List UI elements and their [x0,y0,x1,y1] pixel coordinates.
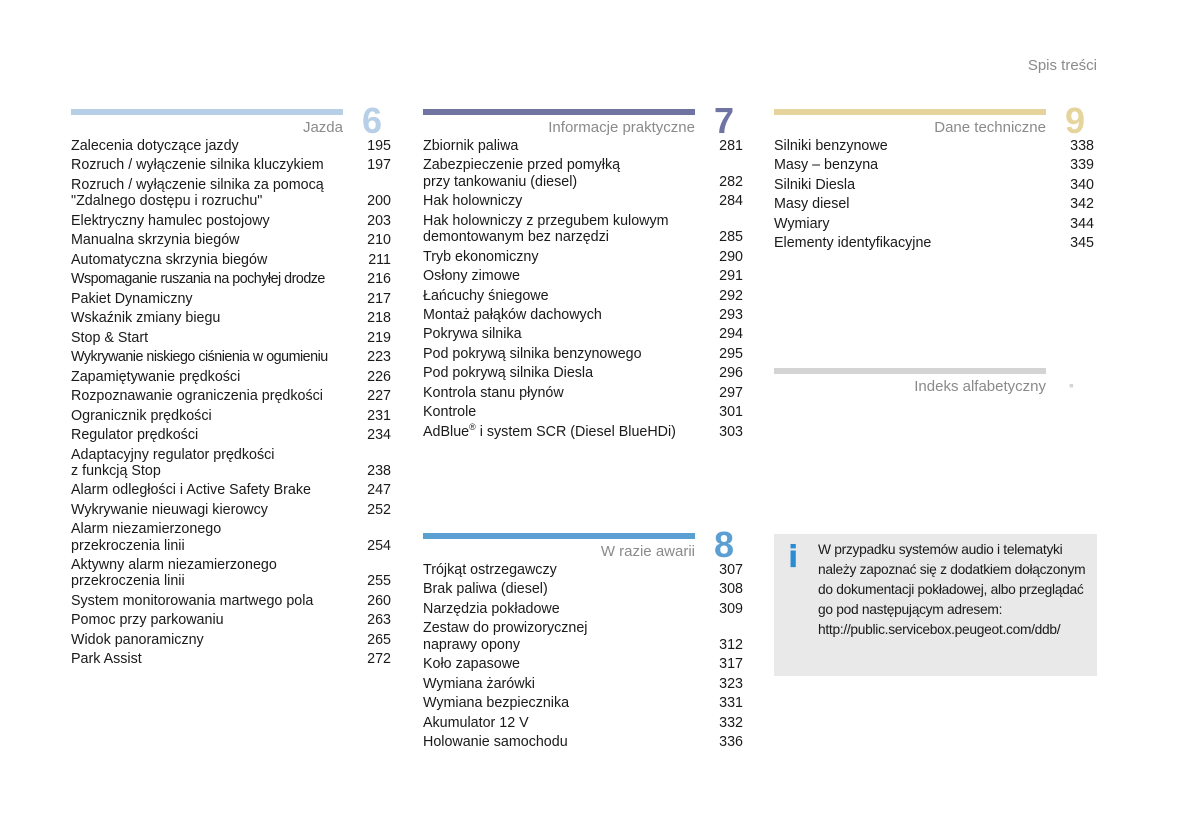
section-number: 8 [714,524,735,565]
toc-entry-title: Wspomaganie ruszania na pochyłej drodze [71,271,325,288]
toc-entry-title: Pomoc przy parkowaniu [71,612,224,629]
toc-entry[interactable] [71,177,391,210]
toc-entry[interactable] [71,138,391,154]
toc-entry-title: Wykrywanie niskiego ciśnienia w ogumieniu [71,349,328,366]
toc-entry-title: Narzędzia pokładowe [423,600,560,617]
section-number: 7 [714,100,735,141]
section-dane [774,100,1094,252]
toc-entry-page: 272 [367,651,391,668]
toc-entry-page: 336 [719,734,743,751]
toc-entry-page: 340 [1070,176,1094,193]
toc-entry-title: Pokrywa silnika [423,326,522,343]
toc-entry-page: 323 [719,675,743,692]
section-number: 6 [362,100,383,141]
section-indeks [774,368,1094,395]
toc-entry[interactable] [71,593,391,609]
toc-entry-page: 219 [367,329,391,346]
toc-entry[interactable] [423,601,743,617]
toc-entry-page: 255 [367,573,391,590]
toc-entry-title: Tryb ekonomiczny [423,248,539,265]
toc-entry-title: Koło zapasowe [423,656,520,673]
toc-entry[interactable] [71,557,391,590]
toc-entry[interactable] [71,427,391,443]
toc-entry-page: 295 [719,345,743,362]
toc-entry-page: 234 [367,427,391,444]
toc-entry-title: Adaptacyjny regulator prędkości z funkcją Stop [71,446,275,479]
toc-entry-page: 223 [367,349,391,366]
toc-entry-page: 290 [719,248,743,265]
toc-entry-title: Akumulator 12 V [423,714,529,731]
toc-entry-title: Zapamiętywanie prędkości [71,368,241,385]
toc-entry-page: 317 [719,656,743,673]
toc-entry[interactable] [71,447,391,480]
toc-entry-page: 281 [719,138,743,154]
toc-entry-title: Trójkąt ostrzegawczy [423,562,557,578]
toc-entry[interactable] [71,291,391,307]
toc-entry-page: 238 [367,462,391,479]
toc-entry-page: 203 [367,212,391,229]
toc-entry-title: Zalecenia dotyczące jazdy [71,138,239,154]
toc-entry-page: 332 [719,714,743,731]
toc-entry[interactable] [423,288,743,304]
toc-entry-page: 331 [719,695,743,712]
section-bar [774,368,1046,374]
section-title: W razie awarii [600,543,695,560]
toc-entry-page: 342 [1070,196,1094,213]
toc-entry[interactable] [423,385,743,401]
info-text: W przypadku systemów audio i telematyki należy zapoznać się z dodatkiem dołączonym do dokumentacji pokładowej, albo przeglądać go pod następującym adresem: http://public.servicebox.peugeot.com/ddb/ [818,542,1086,637]
toc-entry-title: System monitorowania martwego pola [71,592,314,609]
toc-entry-title: Regulator prędkości [71,427,199,444]
toc-entry[interactable] [71,388,391,404]
section-marker: ▪ [1069,377,1074,393]
toc-entry-page: 200 [367,193,391,210]
toc-entry-title: Montaż pałąków dachowych [423,306,602,323]
toc-entry-title: Stop & Start [71,329,149,346]
toc-entry-page: 294 [719,326,743,343]
toc-entry-page: 260 [367,592,391,609]
section-title: Indeks alfabetyczny [914,378,1046,395]
toc-entry[interactable] [423,676,743,692]
toc-entry-title-part: AdBlue [423,423,470,440]
toc-entry[interactable] [774,138,1094,154]
toc-entry[interactable] [423,620,743,653]
toc-entry-title: Rozruch / wyłączenie silnika za pomocą "Zdalnego dostępu i rozruchu" [71,176,324,210]
section-bar [423,109,695,115]
toc-entry-title [423,424,676,440]
toc-entry[interactable] [423,656,743,672]
toc-entry-page: 296 [719,365,743,382]
toc-entry-title: Wymiary [774,215,830,232]
entry-list [774,138,1094,255]
toc-entry[interactable] [423,581,743,597]
toc-entry[interactable] [423,307,743,323]
toc-entry-page: 297 [719,384,743,401]
toc-entry-page: 344 [1070,215,1094,232]
toc-entry[interactable] [423,268,743,284]
toc-entry-page: 197 [367,157,391,174]
toc-entry-page: 247 [367,482,391,499]
toc-entry-title: Widok panoramiczny [71,631,204,648]
info-box [774,534,1097,676]
toc-entry-page: 231 [367,407,391,424]
section-jazda [71,100,391,668]
toc-entry-title: Brak paliwa (diesel) [423,581,548,598]
toc-entry-title: Elementy identyfikacyjne [774,235,932,252]
toc-entry[interactable] [71,521,391,554]
section-awarii [423,524,743,751]
section-bar [774,109,1046,115]
toc-entry[interactable] [423,715,743,731]
toc-entry-page: 309 [719,600,743,617]
section-bar [71,109,343,115]
toc-entry-title: Kontrole [423,404,477,421]
toc-entry-page: 217 [367,290,391,307]
toc-entry[interactable] [423,365,743,381]
toc-entry-title: Silniki Diesla [774,176,856,193]
toc-entry[interactable] [774,235,1094,251]
toc-entry[interactable] [423,404,743,420]
toc-entry[interactable] [71,502,391,518]
entry-list [423,562,743,754]
toc-entry[interactable] [71,213,391,229]
toc-entry[interactable] [71,271,391,287]
toc-entry[interactable] [71,349,391,365]
toc-entry[interactable] [423,734,743,750]
toc-entry-title: Manualna skrzynia biegów [71,232,240,249]
toc-entry-page: 211 [368,251,391,268]
toc-entry-page: 291 [719,268,743,285]
toc-entry-page: 308 [719,581,743,598]
toc-entry-page: 210 [367,232,391,249]
toc-entry-page: 303 [719,423,743,440]
toc-entry[interactable] [423,213,743,246]
toc-entry-page: 265 [367,631,391,648]
toc-entry-title: Holowanie samochodu [423,734,568,751]
toc-entry-title: Automatyczna skrzynia biegów [71,251,268,268]
toc-entry-title-part: i system SCR (Diesel BlueHDi) [475,423,676,440]
toc-entry[interactable] [774,196,1094,212]
registered-mark: ® [469,422,476,433]
toc-entry-title: Wymiana bezpiecznika [423,695,570,712]
section-title: Dane techniczne [934,119,1046,136]
toc-entry[interactable] [71,369,391,385]
toc-entry-title: Pakiet Dynamiczny [71,290,193,307]
toc-entry-title: Wskaźnik zmiany biegu [71,310,221,327]
toc-entry-title: Rozpoznawanie ograniczenia prędkości [71,388,323,405]
entry-list [71,138,391,671]
toc-entry-title: Kontrola stanu płynów [423,384,564,401]
toc-entry[interactable] [774,216,1094,232]
toc-entry[interactable] [71,632,391,648]
section-title: Informacje praktyczne [548,119,695,136]
toc-entry-title: Elektryczny hamulec postojowy [71,212,270,229]
toc-entry-page: 218 [367,310,391,327]
toc-entry[interactable] [71,310,391,326]
toc-entry-title: Pod pokrywą silnika benzynowego [423,345,642,362]
toc-entry-page: 293 [719,306,743,323]
toc-entry-title: Zbiornik paliwa [423,138,519,154]
toc-entry[interactable] [423,346,743,362]
toc-entry[interactable] [423,424,743,440]
toc-entry-page: 338 [1070,138,1094,154]
toc-entry-page: 226 [367,368,391,385]
toc-entry-page: 301 [719,404,743,421]
toc-entry-page: 292 [719,287,743,304]
section-title: Jazda [302,119,343,136]
toc-entry-title: Ogranicznik prędkości [71,407,212,424]
toc-entry[interactable] [71,408,391,424]
toc-entry-title: Osłony zimowe [423,268,520,285]
toc-entry-page: 254 [367,537,391,554]
toc-entry-title: Zabezpieczenie przed pomyłką przy tankowaniu (diesel) [423,157,621,190]
toc-entry-title: Wykrywanie nieuwagi kierowcy [71,501,268,518]
toc-entry[interactable] [774,177,1094,193]
toc-entry-title: Pod pokrywą silnika Diesla [423,365,594,382]
toc-entry-title: Park Assist [71,651,142,668]
toc-entry[interactable] [71,651,391,667]
toc-entry[interactable] [423,249,743,265]
toc-entry-title: Aktywny alarm niezamierzonego przekroczenia linii [71,557,277,590]
toc-entry[interactable] [71,252,391,268]
toc-entry-page: 195 [367,138,391,154]
page-header-title: Spis treści [1027,57,1097,74]
toc-entry-page: 312 [719,636,743,653]
toc-entry-title: Hak holowniczy z przegubem kulowym demontowanym bez narzędzi [423,212,669,246]
toc-entry-page: 227 [367,388,391,405]
toc-entry-title: Zestaw do prowizorycznej naprawy opony [423,620,588,653]
toc-entry-title: Łańcuchy śniegowe [423,287,549,304]
toc-entry[interactable] [423,562,743,578]
toc-entry[interactable] [71,482,391,498]
info-icon: i [788,540,799,575]
toc-entry[interactable] [774,157,1094,173]
toc-entry-title: Wymiana żarówki [423,675,535,692]
toc-entry[interactable] [423,157,743,190]
toc-entry-title: Alarm odległości i Active Safety Brake [71,482,311,499]
section-number: 9 [1065,100,1086,141]
toc-entry[interactable] [423,193,743,209]
toc-entry[interactable] [71,612,391,628]
toc-entry-page: 339 [1070,157,1094,174]
entry-list [423,138,743,443]
toc-entry-page: 252 [367,501,391,518]
toc-entry-title: Silniki benzynowe [774,138,888,154]
toc-entry[interactable] [71,330,391,346]
toc-entry-title: Masy diesel [774,196,850,213]
toc-entry-title: Alarm niezamierzonego przekroczenia linii [71,521,222,554]
toc-entry[interactable] [423,695,743,711]
section-bar [423,533,695,539]
toc-entry-page: 282 [719,173,743,190]
toc-entry-page: 216 [367,271,391,288]
section-informacje [423,100,743,440]
toc-entry[interactable] [71,157,391,173]
toc-entry[interactable] [423,138,743,154]
toc-entry-page: 284 [719,193,743,210]
toc-entry-title: Rozruch / wyłączenie silnika kluczykiem [71,157,324,174]
toc-entry-page: 263 [367,612,391,629]
toc-entry-page: 285 [719,229,743,246]
toc-entry[interactable] [423,326,743,342]
toc-entry-title: Masy – benzyna [774,157,879,174]
toc-entry-title: Hak holowniczy [423,193,523,210]
toc-entry-page: 345 [1070,235,1094,252]
toc-entry[interactable] [71,232,391,248]
toc-entry-page: 307 [719,562,743,578]
